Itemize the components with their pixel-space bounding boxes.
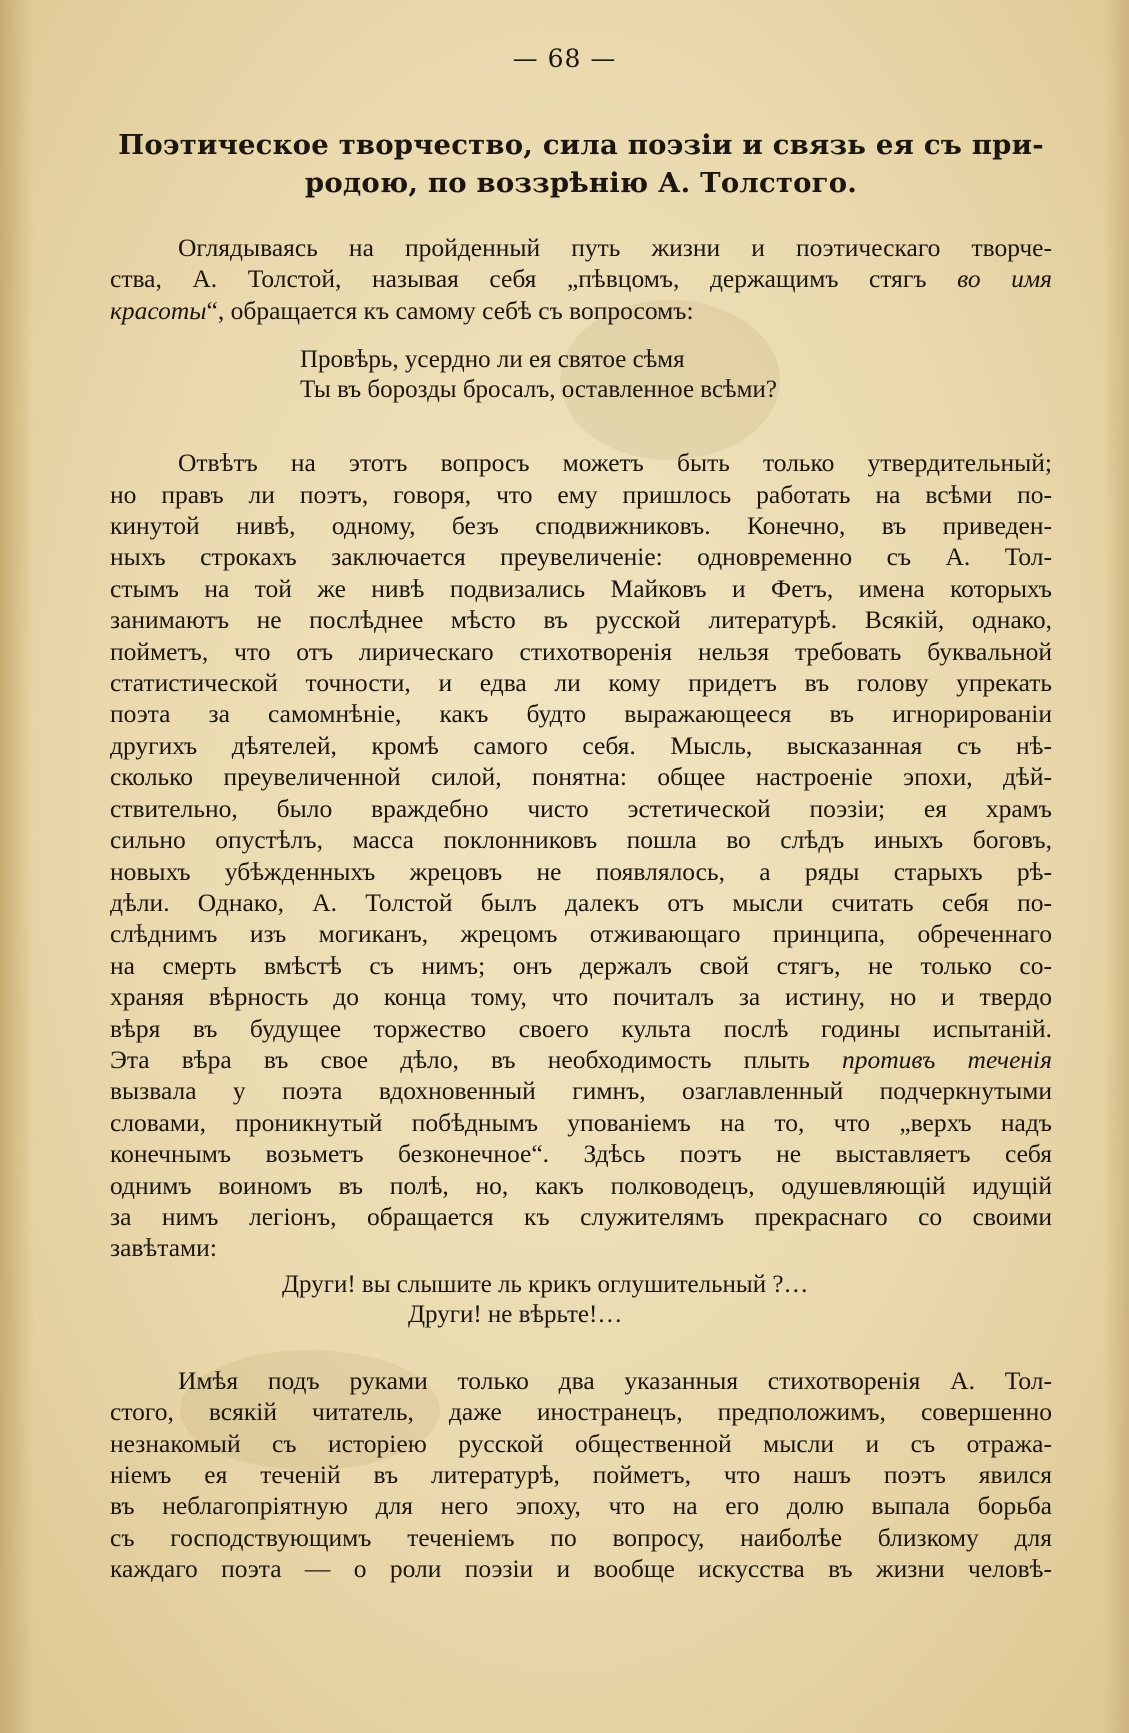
text-run: ства, А. Толстой, называя себя „пѣвцомъ, держащимъ стягъ — [110, 264, 958, 294]
text-line: Оглядываясь на пройденный путь жизни и поэтическаго творче- — [178, 233, 1052, 262]
text-line: стымъ на той же нивѣ подвизались Майковъ и Фетъ, имена которыхъ — [110, 573, 1052, 603]
verse-line: Други! не вѣрьте!… — [408, 1300, 623, 1328]
text-line: каждаго поэта — о роли поэзіи и вообще искусства въ жизни человѣ- — [110, 1554, 1052, 1584]
text-line: Отвѣтъ на этотъ вопросъ можетъ быть только утвердительный; — [178, 448, 1052, 478]
paragraph-2 — [110, 447, 1052, 1264]
text-line: конечнымъ возьметъ безконечное“. Здѣсь поэтъ не выставляетъ себя — [110, 1139, 1052, 1169]
text-line: поэта за самомнѣніе, какъ будто выражающееся въ игнорированіи — [110, 699, 1052, 729]
text-line: дѣли. Однако, А. Толстой былъ далекъ отъ мысли считать себя по- — [110, 887, 1052, 917]
paragraph-1 — [110, 232, 1052, 326]
title-line: Поэтическое творчество, сила поэзіи и связь ея съ при- — [118, 129, 1044, 161]
text-line: въ неблагопріятную для него эпоху, что на его долю выпала борьба — [110, 1491, 1052, 1521]
text-line: кинутой нивѣ, одному, безъ сподвижниковъ. Конечно, въ приведен- — [110, 511, 1052, 541]
title-line: родою, по воззрѣнію А. Толстого. — [304, 167, 858, 199]
text-line: другихъ дѣятелей, кромѣ самого себя. Мысль, высказанная съ нѣ- — [110, 730, 1052, 760]
italic-phrase: во имя — [957, 264, 1052, 294]
text-line: ніемъ ея теченій въ литературѣ, пойметъ, что нашъ поэтъ явился — [110, 1460, 1052, 1489]
verse-quote-2 — [282, 1270, 1052, 1330]
verse-line: Провѣрь, усердно ли ея святое сѣмя — [300, 346, 685, 374]
text-line: пойметъ, что отъ лирическаго стихотворенія нельзя требовать буквальной — [110, 636, 1052, 666]
text-line: сколько преувеличенной силой, понятна: общее настроеніе эпохи, дѣй- — [110, 762, 1052, 792]
text-line: вѣря въ будущее торжество своего культа послѣ годины испытаній. — [110, 1013, 1052, 1043]
text-line — [110, 263, 1052, 294]
text-line: Имѣя подъ руками только два указанныя стихотворенія А. Тол- — [178, 1365, 1052, 1395]
text-line: на смерть вмѣстѣ съ нимъ; онъ держалъ свой стягъ, не только со- — [110, 950, 1052, 980]
text-line: статистической точности, и едва ли кому придетъ въ голову упрекать — [110, 668, 1052, 698]
paragraph-3 — [110, 1365, 1052, 1585]
page-body — [110, 126, 1052, 1585]
verse-quote-1 — [300, 345, 1052, 405]
text-line: однимъ воиномъ въ полѣ, но, какъ полководецъ, одушевляющій идущій — [110, 1170, 1052, 1200]
text-line: вызвала у поэта вдохновенный гимнъ, озаглавленный подчеркнутыми — [110, 1076, 1052, 1106]
text-line: съ господствующимъ теченіемъ по вопросу, наиболѣе близкому для — [110, 1522, 1052, 1552]
verse-line: Други! вы слышите ль крикъ оглушительный ?… — [282, 1270, 809, 1298]
verse-line: Ты въ борозды бросалъ, оставленное всѣми? — [300, 376, 777, 404]
text-line: занимаютъ не послѣднее мѣсто въ русской литературѣ. Всякій, однако, — [110, 605, 1052, 635]
text-line — [110, 1044, 1052, 1075]
text-line: стого, всякій читатель, даже иностранецъ, предположимъ, совершенно — [110, 1397, 1052, 1427]
text-run: “, обращается къ самому себѣ съ вопросомъ: — [206, 295, 694, 325]
chapter-title — [110, 126, 1052, 202]
text-line: ныхъ строкахъ заключается преувеличеніе: одновременно съ А. Тол- — [110, 542, 1052, 572]
text-line — [110, 295, 1052, 326]
text-line: словами, проникнутый побѣднымъ упованіемъ на то, что „верхъ надъ — [110, 1107, 1052, 1137]
text-run: Эта вѣра въ свое дѣло, въ необходимость плыть — [110, 1044, 843, 1074]
text-line: незнакомый съ исторіею русской общественной мысли и съ отража- — [110, 1428, 1052, 1458]
italic-phrase: противъ теченія — [842, 1044, 1052, 1074]
page-number: — 68 — — [512, 44, 617, 73]
text-line: завѣтами: — [110, 1233, 217, 1263]
text-line: слѣднимъ изъ могиканъ, жрецомъ отживающаго принципа, обреченнаго — [110, 919, 1052, 949]
italic-phrase: красоты — [110, 295, 207, 325]
text-line: новыхъ убѣжденныхъ жрецовъ не появлялось, а ряды старыхъ рѣ- — [110, 856, 1052, 886]
text-line: сильно опустѣлъ, масса поклонниковъ пошла во слѣдъ иныхъ боговъ, — [110, 825, 1052, 855]
text-line: за нимъ легіонъ, обращается къ служителямъ прекраснаго со своими — [110, 1201, 1052, 1231]
text-line: храняя вѣрность до конца тому, что почиталъ за истину, но и твердо — [110, 982, 1052, 1012]
text-line: но правъ ли поэтъ, говоря, что ему пришлось работать на всѣми по- — [110, 479, 1052, 509]
text-line: ствительно, было враждебно чисто эстетической поэзіи; ея храмъ — [110, 793, 1052, 823]
